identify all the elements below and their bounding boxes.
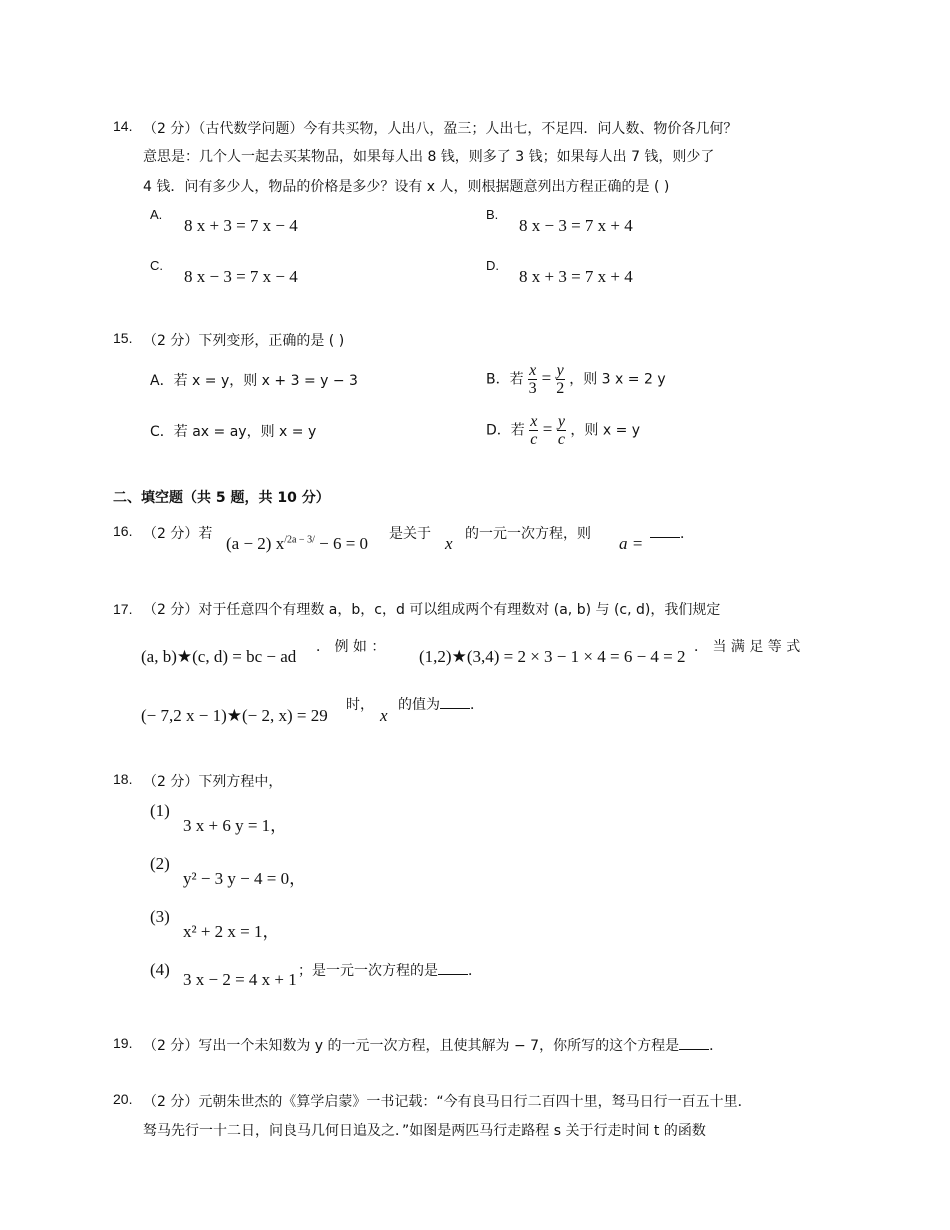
q18-item-2: y² − 3 y − 4 = 0，	[183, 869, 307, 888]
q17-post: 时，	[346, 697, 374, 713]
q20-number: 20.	[113, 1091, 133, 1107]
q19-text[interactable]: （2 分）写出一个未知数为 y 的一元一次方程，且使其解为 − 7，你所写的这个方程是 ．	[143, 1035, 723, 1055]
q15-number: 15.	[113, 330, 133, 346]
q14-option-c[interactable]: 8 x − 3 = 7 x − 4	[184, 267, 298, 286]
q14-line2: 意思是：几个人一起去买某物品，如果每人出 8 钱，则多了 3 钱；如果每人出 7 钱，则少了	[143, 149, 715, 165]
q14-option-b[interactable]: 8 x − 3 = 7 x + 4	[519, 216, 633, 235]
q17-when: ． 当 满 足 等 式	[694, 639, 801, 655]
fraction-x-over-c: $\frac{x}{c}$	[530, 413, 538, 448]
q18-item-1: 3 x + 6 y = 1，	[183, 816, 288, 835]
q18-item-4-label: (4)	[150, 960, 170, 979]
q14-line3: 4 钱．问有多少人，物品的价格是多少？设有 x 人，则根据题意列出方程正确的是 ( )	[143, 179, 670, 195]
q16-var: x	[445, 534, 453, 553]
q18-item-2-label: (2)	[150, 854, 170, 873]
q14-option-a-label: A.	[150, 207, 163, 222]
q18-item-3-label: (3)	[150, 907, 170, 926]
q14-number: 14.	[113, 118, 133, 134]
q17-condition: (− 7,2 x − 1)★(− 2, x) = 29	[141, 706, 328, 725]
q14-option-b-label: B.	[486, 207, 499, 222]
q18-stem: （2 分）下列方程中，	[143, 774, 283, 790]
q18-item-4: 3 x − 2 = 4 x + 1	[183, 970, 297, 989]
q16-number: 16.	[113, 523, 133, 539]
fraction-y-over-2: $\frac{y}{2}$	[556, 362, 565, 397]
q20-line1: （2 分）元朝朱世杰的《算学启蒙》一书记载：“今有良马日行二百四十里，驽马日行一百五十里．	[143, 1094, 752, 1110]
fraction-y-over-c: $\frac{y}{c}$	[557, 413, 565, 448]
q15-option-b-suffix: ，则 3 x = 2 y	[569, 371, 666, 388]
q17-tail[interactable]: 的值为 ．	[398, 694, 484, 714]
q15-option-d-suffix: ，则 x = y	[570, 422, 641, 439]
fraction-x-over-3: $\frac{x}{3}$	[528, 362, 537, 397]
q18-item-4-tail[interactable]: ；是一元一次方程的是 ．	[298, 960, 482, 980]
q15-option-b-prefix: B．若	[486, 371, 524, 388]
q18-item-3: x² + 2 x = 1，	[183, 922, 280, 941]
q20-line2: 驽马先行一十二日，问良马几何日追及之．”如图是两匹马行走路程 s 关于行走时间 t 的函数	[143, 1123, 706, 1139]
q14-line1: （2 分）（古代数学问题）今有共买物，人出八，盈三；人出七，不足四．问人数、物价各几何？	[143, 121, 738, 137]
q15-option-d[interactable]: D．若 $\frac{x}{c}$ = $\frac{y}{c}$ ，则 x = y	[486, 413, 641, 448]
q16-answer-blank[interactable]: ．	[650, 523, 694, 543]
q14-option-d[interactable]: 8 x + 3 = 7 x + 4	[519, 267, 633, 286]
q16-answer-var: a =	[619, 534, 644, 553]
q18-item-1-label: (1)	[150, 801, 170, 820]
q17-example: (1,2)★(3,4) = 2 × 3 − 1 × 4 = 6 − 4 = 2	[419, 647, 686, 666]
q16-post: 的一元一次方程，则	[465, 526, 591, 542]
q14-option-c-label: C.	[150, 258, 163, 273]
q16-equation: (a − 2) $x^{/2a - 3/} - 6 = 0$	[226, 534, 369, 553]
section-fill-in-title: 二、填空题（共 5 题，共 10 分）	[113, 490, 330, 506]
q15-option-b[interactable]: B．若 $\frac{x}{3}$ = $\frac{y}{2}$ ，则 3 x = 2 y	[486, 362, 666, 397]
q16-mid: 是关于	[389, 526, 431, 542]
q14-option-a[interactable]: 8 x + 3 = 7 x − 4	[184, 216, 298, 235]
q15-option-a[interactable]: A．若 x = y，则 x + 3 = y − 3	[150, 373, 358, 389]
q17-number: 17.	[113, 601, 133, 617]
q15-stem: （2 分）下列变形，正确的是 ( )	[143, 333, 345, 349]
q15-option-d-prefix: D．若	[486, 422, 525, 439]
q15-option-c[interactable]: C．若 ax = ay，则 x = y	[150, 424, 317, 440]
q17-example-label: ． 例 如 ：	[316, 639, 386, 655]
q19-number: 19.	[113, 1035, 133, 1051]
q16-prefix: （2 分）若	[143, 526, 213, 542]
q17-var: x	[380, 706, 388, 725]
q14-option-d-label: D.	[486, 258, 499, 273]
q17-line1: （2 分）对于任意四个有理数 a，b，c，d 可以组成两个有理数对 (a, b) 与 (c, d)，我们规定	[143, 602, 721, 618]
q17-definition: (a, b)★(c, d) = bc − ad	[141, 647, 297, 666]
q18-number: 18.	[113, 771, 133, 787]
